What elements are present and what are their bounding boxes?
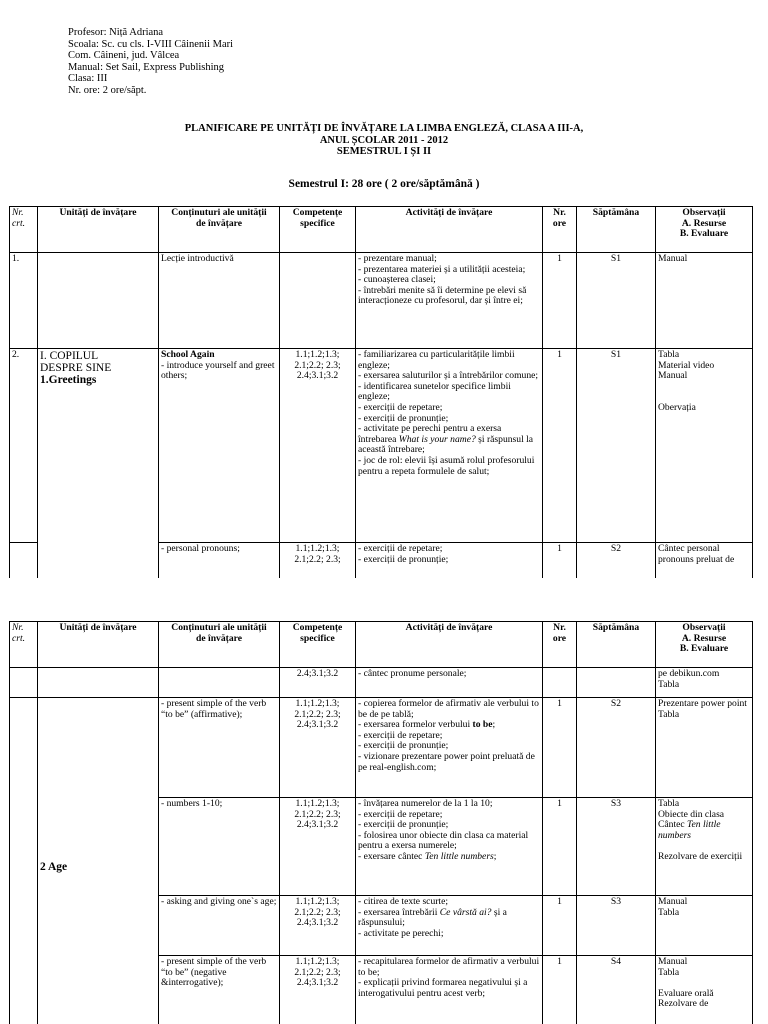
header-line: Com. Câineni, jud. Vâlcea: [68, 50, 180, 62]
cell-week: S2: [577, 543, 656, 579]
cell-competences: 1.1;1.2;1.3; 2.1;2.2; 2.3; 2.4;3.1;3.2: [280, 798, 356, 896]
cell-content: [159, 668, 280, 698]
col-activities: Activități de învățare: [356, 207, 543, 253]
cell-unit: I. COPILUL DESPRE SINE 1.Greetings: [38, 349, 159, 579]
col-observations: Observații A. Resurse B. Evaluare: [656, 622, 753, 668]
col-content: Conținuturi ale unității de învățare: [159, 622, 280, 668]
cell-competences: 1.1;1.2;1.3; 2.1;2.2; 2.3; 2.4;3.1;3.2: [280, 956, 356, 1024]
cell-hours: 1: [543, 798, 577, 896]
cell-content: Lecție introductivă: [159, 253, 280, 349]
cell-competences: 1.1;1.2;1.3; 2.1;2.2; 2.3;: [280, 543, 356, 579]
cell-activities: - prezentare manual; - prezentarea materiei și a utilității acesteia; - cunoașterea clasei; - întrebări menite să îi determine pe elevi să interacționeze cu profesorul, dar și între ei;: [356, 253, 543, 349]
col-week: Săptămâna: [577, 622, 656, 668]
cell-competences: 1.1;1.2;1.3; 2.1;2.2; 2.3; 2.4;3.1;3.2: [280, 698, 356, 798]
title-line: PLANIFICARE PE UNITĂȚI DE ÎNVĂȚARE LA LIMBA ENGLEZĂ, CLASA A III-A,: [184, 123, 584, 134]
cell-content: - personal pronouns;: [159, 543, 280, 579]
cell-unit: 2 Age: [38, 698, 159, 1024]
cell-week: S1: [577, 253, 656, 349]
cell-hours: [543, 668, 577, 698]
cell-week: S3: [577, 798, 656, 896]
cell-competences: 1.1;1.2;1.3; 2.1;2.2; 2.3; 2.4;3.1;3.2: [280, 896, 356, 956]
document-title: [0, 123, 768, 158]
cell-unit: [38, 253, 159, 349]
cell-activities: - citirea de texte scurte; - exersarea întrebării Ce vârstă ai? și a răspunsului; - activitate pe perechi;: [356, 896, 543, 956]
header-line: Clasa: III: [68, 73, 108, 85]
cell-observations: Manual Tabla: [656, 896, 753, 956]
cell-hours: 1: [543, 349, 577, 543]
planning-table-1-wrap: [0, 206, 768, 578]
title-line: SEMESTRUL I ȘI II: [336, 146, 432, 158]
cell-week: S4: [577, 956, 656, 1024]
cell-observations: pe debikun.com Tabla: [656, 668, 753, 698]
cell-content: - present simple of the verb “to be” (negative &interrogative);: [159, 956, 280, 1024]
cell-activities: - recapitularea formelor de afirmativ a verbului to be; - explicații privind formarea negativului și a interogativului pentru acest verb;: [356, 956, 543, 1024]
cell-content: School Again - introduce yourself and greet others;: [159, 349, 280, 543]
table-row: [10, 253, 753, 349]
col-unit: Unități de învățare: [38, 622, 159, 668]
col-competences: Competențe specifice: [280, 622, 356, 668]
cell-nr: [10, 543, 38, 579]
cell-activities: - familiarizarea cu particularitățile limbii engleze; - exersarea saluturilor și a întrebărilor comune; - identificarea sunetelor specifice limbii engleze; - exerciții de repetare; - exerciții de pronunție; - activitate pe perechi pentru a exersa întrebarea What is your name? și răspunsul la această întrebare; - joc de rol: elevii își asumă rolul profesorului pentru a repeta formulele de salut;: [356, 349, 543, 543]
col-nr: Nr. crt.: [10, 207, 38, 253]
planning-table-2: [9, 621, 753, 1024]
cell-hours: 1: [543, 896, 577, 956]
cell-nr: [10, 668, 38, 698]
cell-observations: Tabla Material video Manual Obervația: [656, 349, 753, 543]
cell-week: S2: [577, 698, 656, 798]
cell-activities: - învățarea numerelor de la 1 la 10; - exerciții de repetare; - exerciții de pronunție; - folosirea unor obiecte din clasa ca material pentru a exersa numerele; - exersare cântec Ten little numbers;: [356, 798, 543, 896]
header-line: Scoala: Sc. cu cls. I-VIII Câinenii Mari: [68, 38, 234, 50]
cell-hours: 1: [543, 956, 577, 1024]
col-hours: Nr. ore: [543, 207, 577, 253]
planning-table-2-wrap: [0, 621, 768, 1024]
cell-nr: 1.: [10, 253, 38, 349]
title-line: ANUL ȘCOLAR 2011 - 2012: [319, 134, 449, 146]
cell-unit: [38, 668, 159, 698]
table-row: [10, 668, 753, 698]
col-content: Conținuturi ale unității de învățare: [159, 207, 280, 253]
table-row: [10, 349, 753, 543]
col-competences: Competențe specifice: [280, 207, 356, 253]
header-line: Profesor: Niță Adriana: [68, 27, 164, 38]
header-line: Nr. ore: 2 ore/săpt.: [68, 84, 147, 96]
header-line: Manual: Set Sail, Express Publishing: [68, 61, 225, 73]
cell-activities: - copierea formelor de afirmativ ale verbului to be de pe tablă; - exersarea formelor verbului to be; - exerciții de repetare; - exerciții de pronunție; - vizionare prezentare power point preluată de pe real-english.com;: [356, 698, 543, 798]
cell-week: S1: [577, 349, 656, 543]
cell-hours: 1: [543, 543, 577, 579]
cell-competences: [280, 253, 356, 349]
col-hours: Nr. ore: [543, 622, 577, 668]
col-week: Săptămâna: [577, 207, 656, 253]
table-row: [10, 698, 753, 798]
teacher-info: [68, 27, 233, 97]
cell-hours: 1: [543, 253, 577, 349]
table-header-row: [10, 207, 753, 253]
cell-content: - asking and giving one`s age;: [159, 896, 280, 956]
table-header-row: [10, 622, 753, 668]
cell-activities: - cântec pronume personale;: [356, 668, 543, 698]
cell-observations: Manual: [656, 253, 753, 349]
col-observations: Observații A. Resurse B. Evaluare: [656, 207, 753, 253]
cell-observations: Tabla Obiecte din clasa Cântec Ten little numbers Rezolvare de exerciții: [656, 798, 753, 896]
planning-table-1: [9, 206, 753, 578]
cell-observations: Cântec personal pronouns preluat de: [656, 543, 753, 579]
col-activities: Activități de învățare: [356, 622, 543, 668]
cell-content: - numbers 1-10;: [159, 798, 280, 896]
cell-nr: 2.: [10, 349, 38, 543]
cell-week: S3: [577, 896, 656, 956]
cell-activities: - exerciții de repetare; - exerciții de pronunție;: [356, 543, 543, 579]
cell-competences: 2.4;3.1;3.2: [280, 668, 356, 698]
cell-hours: 1: [543, 698, 577, 798]
semester-title: Semestrul I: 28 ore ( 2 ore/săptămână ): [288, 178, 480, 190]
cell-week: [577, 668, 656, 698]
cell-nr: [10, 698, 38, 1024]
col-unit: Unități de învățare: [38, 207, 159, 253]
cell-observations: Prezentare power point Tabla: [656, 698, 753, 798]
cell-competences: 1.1;1.2;1.3; 2.1;2.2; 2.3; 2.4;3.1;3.2: [280, 349, 356, 543]
cell-observations: Manual Tabla Evaluare orală Rezolvare de: [656, 956, 753, 1024]
cell-content: - present simple of the verb “to be” (affirmative);: [159, 698, 280, 798]
col-nr: Nr. crt.: [10, 622, 38, 668]
